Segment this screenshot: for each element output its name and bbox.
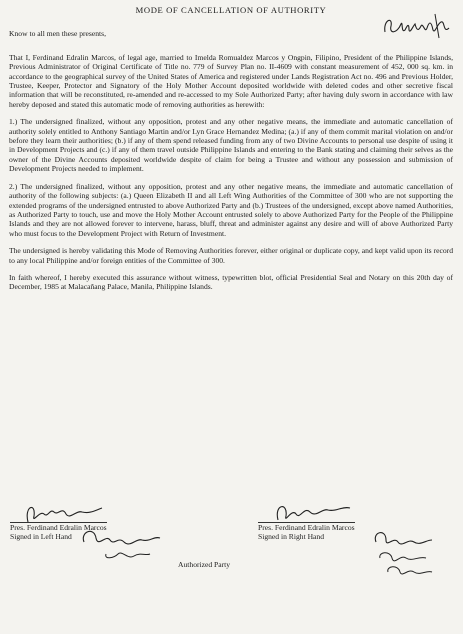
intro-paragraph: That I, Ferdinand Edralin Marcos, of legal age, married to Imelda Romualdez Marcos y Ongpin, Filipino, President of the Philippine Islands, Previous Administrator of Original Certificate of Title no. 779 of Survey Plan no. II-4609 with constant measurement of 452, 000 sq. km. in accordance to the geographical survey of the United States of America and registered under Lands Registration Act no. 496 and Previous Holder, Trustee, Keeper, Protector and Signatory of the Holy Mother Account deposited worldwide with deleted codes and other secretive fiscal information that will be reconstituted, re-amended and re-accessed to my Sole Authorized Party; after having duly sworn in accordance with law hereby deposed and stated this automatic mode of removing authorities as herewith: <box>9 52 453 109</box>
signature-top-image <box>379 12 451 42</box>
know-all-line: Know to all men these presents, <box>9 29 107 39</box>
left-signatory-name: Pres. Ferdinand Edralin Marcos <box>10 523 107 532</box>
paragraph-four: In faith whereof, I hereby executed this assurance without witness, typewritten blot, official Presidential Seal and Notary on this 20th day of December, 1985 at Malacañang Palace, Manila, Philippine Islands. <box>9 272 453 292</box>
authorized-party-label: Authorized Party <box>178 560 231 569</box>
document-title: MODE OF CANCELLATION OF AUTHORITY <box>135 5 327 15</box>
paragraph-three: The undersigned is hereby validating this Mode of Removing Authorities forever, either original or duplicate copy, and kept valid upon its record to any local Philippine and/or foreign entities of the Committee of 300. <box>9 246 453 265</box>
right-signature-block <box>258 496 438 586</box>
right-signatory-role: Signed in Right Hand <box>258 532 325 541</box>
right-signatory-name: Pres. Ferdinand Edralin Marcos <box>258 523 355 532</box>
left-signatory-role: Signed in Left Hand <box>10 532 72 541</box>
paragraph-two: 2.) The undersigned finalized, without any opposition, protest and any other negative means, the immediate and automatic cancellation of authority of the following subjects: (a.) Queen Elizabeth II and all Left Wing Authorities of the Committee of 300 who are not supporting the extended programs of the undersigned entrusted to above Authorized Party and (b.) Trustees of the undersigned, except above named Authorities, as Authorized Party to touch, use and move the Holy Mother Account entrusted solely to above Authorized Party for the People of the Philippine Islands and they are not allowed forever to intervene, harass, bluff, threat and administer against any desire and will of above Authorized Party who must focus to the Development Project with Return of Investment. <box>9 181 453 238</box>
left-signature-block <box>10 496 190 586</box>
paragraph-one: 1.) The undersigned finalized, without any opposition, protest and any other negative means, the immediate and automatic cancellation of authority solely entitled to Anthony Santiago Martin and/or Lyn Grace Hernandez Medina; (a.) if any of them commit marital violation on and/or before they learn their authorities; (b.) if any of them spend released funding from any of two Divine Accounts to personal use despite of using it in Development Projects and (c.) if any of them travel outside Philippine Islands and entering to the Bank stating and claiming their selves as the owner of the Divine Accounts deposited worldwide despite of claim for being a Trustee and without any possession and submission of Development Projects needed to implement. <box>9 117 453 174</box>
